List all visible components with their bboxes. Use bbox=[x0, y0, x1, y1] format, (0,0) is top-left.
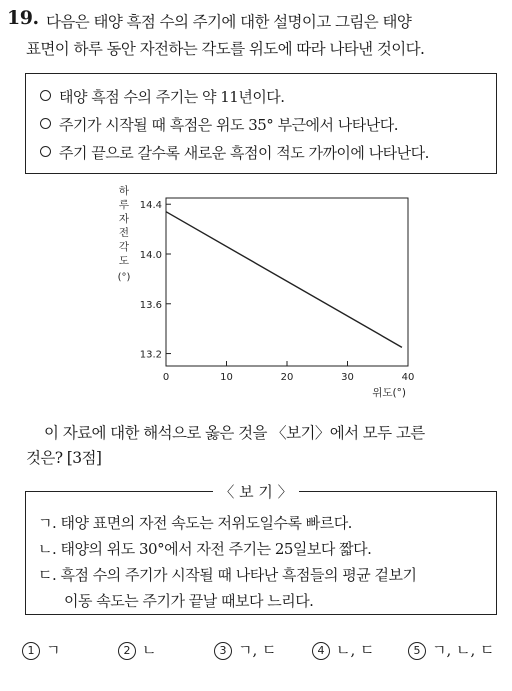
y-axis-label-char: 각 bbox=[118, 241, 130, 253]
x-tick-label: 10 bbox=[220, 372, 233, 383]
bogi-box bbox=[25, 491, 497, 615]
y-tick-label: 14.4 bbox=[139, 200, 162, 212]
choice-label: ㄴ, ㄷ bbox=[336, 641, 375, 659]
circle-bullet-icon bbox=[40, 146, 51, 157]
y-axis-label-char: 루 bbox=[118, 199, 130, 211]
choice-3[interactable] bbox=[214, 639, 277, 660]
choice-number: 3 bbox=[214, 642, 232, 660]
info-item bbox=[40, 86, 285, 107]
y-axis-label-char: 자 bbox=[118, 213, 130, 225]
x-tick-label: 40 bbox=[401, 372, 415, 383]
y-tick-label: 13.2 bbox=[139, 349, 162, 361]
choice-label: ㄴ bbox=[142, 641, 157, 659]
series-line bbox=[166, 212, 402, 348]
choice-1[interactable] bbox=[22, 639, 61, 660]
y-axis-unit: (°) bbox=[117, 272, 131, 283]
choice-5[interactable] bbox=[408, 639, 495, 660]
choice-number: 2 bbox=[118, 642, 136, 660]
choice-number: 5 bbox=[408, 642, 426, 660]
bogi-item: ㄷ. 흑점 수의 주기가 시작될 때 나타난 흑점들의 평균 겉보기 bbox=[38, 566, 417, 584]
question-text-line2: 표면이 하루 동안 자전하는 각도를 위도에 따라 나타낸 것이다. bbox=[26, 40, 425, 58]
choice-number: 4 bbox=[312, 642, 330, 660]
prompt-line1: 이 자료에 대한 해석으로 옳은 것을 〈보기〉에서 모두 고른 bbox=[44, 424, 425, 442]
y-tick-label: 14.0 bbox=[139, 250, 162, 261]
x-tick-label: 30 bbox=[341, 372, 354, 383]
info-item bbox=[40, 142, 429, 163]
y-axis-label-char: 하 bbox=[118, 185, 130, 197]
bogi-item: ㄱ. 태양 표면의 자전 속도는 저위도일수록 빠르다. bbox=[38, 514, 352, 532]
circle-bullet-icon bbox=[40, 118, 51, 129]
x-tick-label: 0 bbox=[162, 372, 170, 383]
bogi-item-continued: 이동 속도는 주기가 끝날 때보다 느리다. bbox=[64, 592, 314, 610]
info-item-text: 주기가 시작될 때 흑점은 위도 35° 부근에서 나타난다. bbox=[59, 116, 399, 134]
question-text-line1: 다음은 태양 흑점 수의 주기에 대한 설명이고 그림은 태양 bbox=[46, 13, 412, 31]
choice-number: 1 bbox=[22, 642, 40, 660]
choice-label: ㄱ, ㄴ, ㄷ bbox=[432, 641, 495, 659]
circle-bullet-icon bbox=[40, 90, 51, 101]
y-axis-label-char: 도 bbox=[118, 255, 130, 267]
choice-label: ㄱ, ㄷ bbox=[238, 641, 277, 659]
info-item-text: 태양 흑점 수의 주기는 약 11년이다. bbox=[59, 88, 285, 106]
choice-4[interactable] bbox=[312, 639, 375, 660]
prompt-line2: 것은? [3점] bbox=[26, 449, 102, 467]
x-axis-label: 위도(°) bbox=[372, 387, 406, 399]
info-item-text: 주기 끝으로 갈수록 새로운 흑점이 적도 가까이에 나타난다. bbox=[59, 144, 429, 162]
rotation-chart bbox=[0, 180, 512, 410]
bogi-item: ㄴ. 태양의 위도 30°에서 자전 주기는 25일보다 짧다. bbox=[38, 540, 372, 558]
y-tick-label: 13.6 bbox=[139, 299, 162, 311]
info-box bbox=[25, 73, 497, 174]
info-item bbox=[40, 114, 398, 135]
choice-2[interactable] bbox=[118, 639, 157, 660]
y-axis-label-char: 전 bbox=[118, 227, 130, 239]
x-tick-label: 20 bbox=[280, 372, 294, 383]
choice-label: ㄱ bbox=[46, 641, 61, 659]
bogi-title: 〈 보 기 〉 bbox=[0, 481, 512, 502]
question-number: 19. bbox=[7, 7, 39, 29]
